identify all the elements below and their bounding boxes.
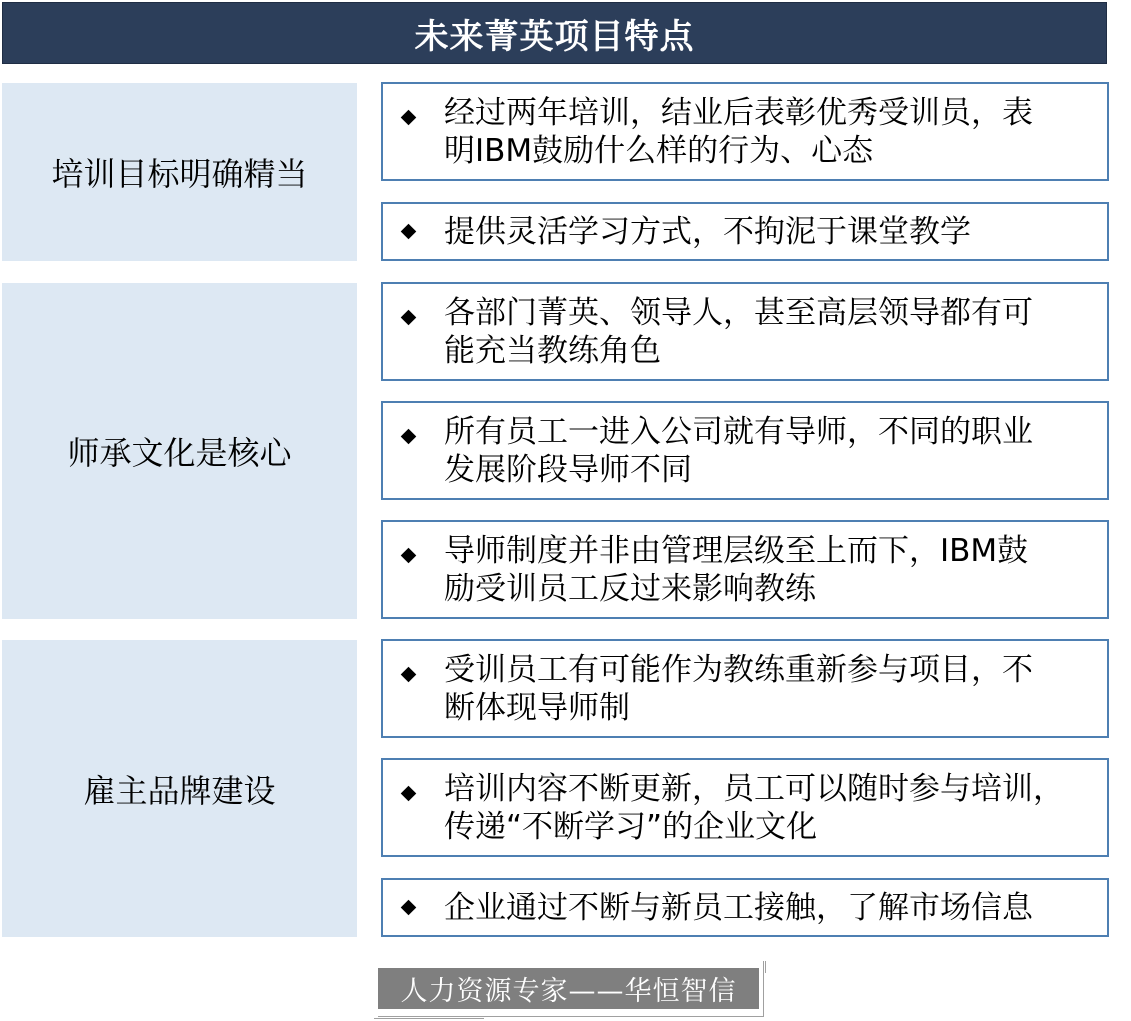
title-bar: [2, 2, 1107, 64]
footer-brand: [378, 961, 768, 1019]
diamond-bullet-icon: [401, 310, 417, 326]
diamond-bullet-icon: [401, 224, 417, 240]
feature-item: [381, 202, 1109, 261]
feature-item: [381, 758, 1109, 857]
group-label-text: 培训目标明确精当: [51, 155, 308, 193]
feature-item: [381, 82, 1109, 181]
feature-item-text: 导师制度并非由管理层级至上而下，IBM鼓 励受训员工反过来影响教练: [444, 532, 1029, 607]
feature-item-text: 企业通过不断与新员工接触，了解市场信息: [444, 889, 1033, 926]
group-label-text: 师承文化是核心: [67, 434, 292, 472]
footer-label-box: [378, 968, 759, 1009]
diamond-bullet-icon: [401, 429, 417, 445]
feature-item-text: 经过两年培训，结业后表彰优秀受训员，表 明IBM鼓励什么样的行为、心态: [444, 94, 1033, 169]
feature-item: [381, 878, 1109, 937]
group-label-training-goals: [2, 83, 357, 261]
feature-item: [381, 282, 1109, 381]
feature-item: [381, 520, 1109, 619]
diamond-bullet-icon: [401, 667, 417, 683]
page-title: 未来菁英项目特点: [414, 16, 695, 57]
feature-item-text: 提供灵活学习方式，不拘泥于课堂教学: [444, 213, 971, 250]
diamond-bullet-icon: [401, 786, 417, 802]
footer-frame-tick: [765, 961, 766, 973]
feature-item-text: 受训员工有可能作为教练重新参与项目，不 断体现导师制: [444, 651, 1033, 726]
group-label-text: 雇主品牌建设: [83, 771, 276, 810]
footer-label: 人力资源专家——华恒智信: [400, 976, 737, 1007]
feature-item-text: 培训内容不断更新，员工可以随时参与培训， 传递“不断学习”的企业文化: [444, 770, 1064, 845]
feature-item-text: 各部门菁英、领导人，甚至高层领导都有可 能充当教练角色: [444, 294, 1033, 369]
feature-item-text: 所有员工一进入公司就有导师，不同的职业 发展阶段导师不同: [444, 413, 1033, 488]
feature-item: [381, 639, 1109, 738]
feature-item: [381, 401, 1109, 500]
footer-frame-underline: [374, 1018, 484, 1019]
diamond-bullet-icon: [401, 548, 417, 564]
group-label-employer-brand: [2, 640, 357, 937]
diamond-bullet-icon: [401, 900, 417, 916]
group-label-mentorship-culture: [2, 283, 357, 619]
diamond-bullet-icon: [401, 110, 417, 126]
